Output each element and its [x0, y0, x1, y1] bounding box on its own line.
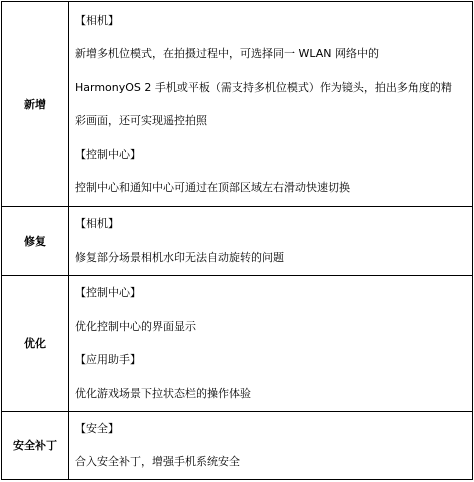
section-heading: 【控制中心】: [75, 147, 141, 161]
table-row-security: [2, 411, 473, 479]
category-cell: 修复: [2, 207, 69, 275]
content-cell: [69, 207, 473, 275]
category-cell: 优化: [2, 275, 69, 411]
category-cell: 安全补丁: [2, 411, 69, 479]
section-heading: 【安全】: [75, 421, 119, 435]
category-cell: 新增: [2, 2, 69, 207]
table-row-new: [2, 2, 473, 207]
content-line: 新增多机位模式，在拍摄过程中，可选择同一 WLAN 网络中的: [75, 47, 380, 61]
content-line: 优化游戏场景下拉状态栏的操作体验: [75, 386, 251, 400]
content-cell: [69, 2, 473, 207]
content-cell: [69, 275, 473, 411]
changelog-page: [0, 1, 474, 482]
section-heading: 【应用助手】: [75, 353, 141, 367]
content-line: 彩画面，还可实现遥控拍照: [75, 114, 207, 128]
section-heading: 【相机】: [75, 217, 119, 231]
content-line: 优化控制中心的界面显示: [75, 319, 196, 333]
content-line: 修复部分场景相机水印无法自动旋转的问题: [75, 250, 284, 264]
content-line: 控制中心和通知中心可通过在顶部区域左右滑动快速切换: [75, 181, 350, 195]
section-heading: 【控制中心】: [75, 286, 141, 300]
table-row-optimize: [2, 275, 473, 411]
content-cell: [69, 411, 473, 479]
changelog-table: [1, 1, 473, 480]
section-heading: 【相机】: [75, 13, 119, 27]
table-row-fix: [2, 207, 473, 275]
content-line: HarmonyOS 2 手机或平板（需支持多机位模式）作为镜头，拍出多角度的精: [75, 80, 452, 94]
content-line: 合入安全补丁，增强手机系统安全: [75, 455, 240, 469]
